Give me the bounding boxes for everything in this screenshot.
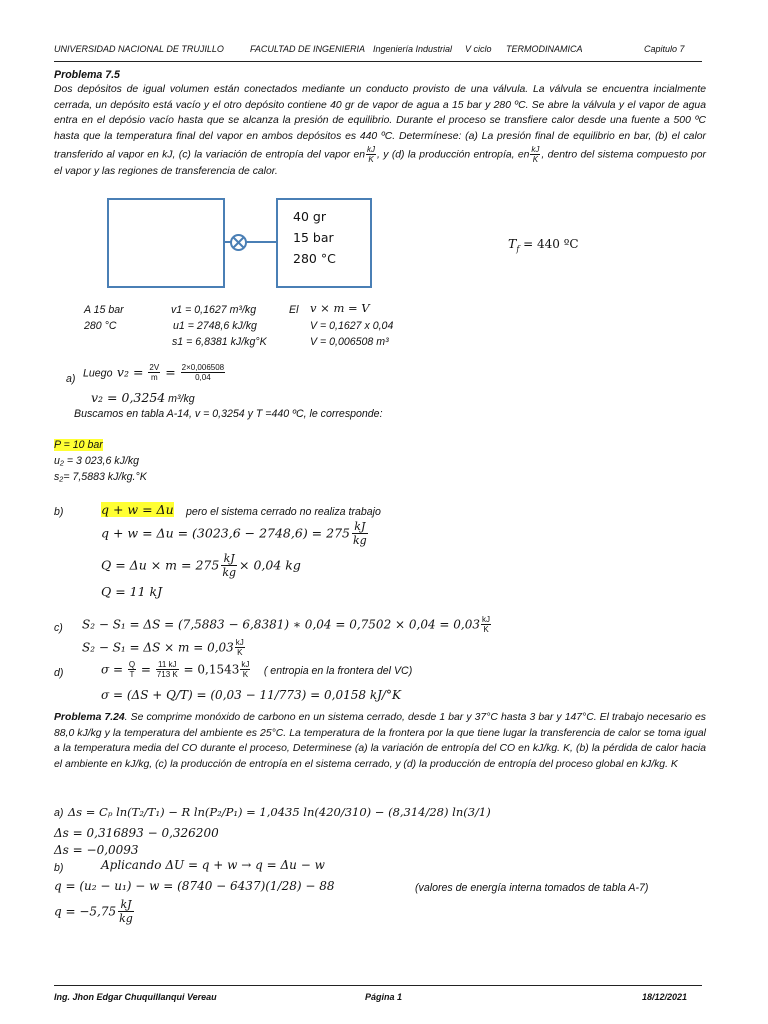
part-c-line1: S₂ − S₁ = ΔS = (7,5883 − 6,8381) ∗ 0,04 = 0,7502 × 0,04 = 0,03 $\frac{kJ}{K}$: [82, 615, 491, 634]
header-faculty: FACULTAD DE INGENIERIA: [250, 44, 366, 54]
header-rule: [54, 61, 702, 62]
problem-724-statement: Problema 7.24. Se comprime monóxido de carbono en un sistema cerrado, desde 1 bar y 37°C hasta 3 bar y 147°C. El trabajo necesario es 88,0 kJ/kg y la temperatura del ambiente es 25°C. La temperatura de la frontera por la que tiene lugar la transferencia de calor se toma igual a la temperatura media del CO durante el proceso, Determinese (a) la variación de entropía del CO en kJ/kg. K, (b) la pérdida de calor hacia el ambiente en kJ/kg, (c) la producción de entropía en el sistema cerrado, y (d) la producción de entropía del proceso global en kJ/kg. K: [54, 712, 706, 771]
tank-mass: 40 gr: [293, 209, 326, 224]
part-b-note: pero el sistema cerrado no realiza trabajo: [186, 506, 381, 518]
part-d-line2: σ = (ΔS + Q/T) = (0,03 − 11/773) = 0,0158 kJ/°K: [101, 688, 401, 702]
props-u1: u1 = 2748,6 kJ/kg: [173, 320, 257, 332]
part-d-label: d): [54, 667, 64, 679]
p724-a-line1: a) Δs = Cₚ ln(T₂/T₁) − R ln(P₂/P₁) = 1,0435 ln(420/310) − (8,314/28) ln(3/1): [54, 805, 491, 819]
part-b-first-law: q + w = Δu: [101, 502, 174, 517]
props-pressure: A 15 bar: [84, 304, 124, 316]
part-a-equation: Luego v₂ = $\frac{2V}{m}$ = $\frac{2\times 0,006508}{0,04}$: [83, 363, 225, 382]
unit-fraction: $\frac{kJ}{K}$: [367, 144, 376, 164]
props-volume-result: V = 0,006508 m³: [310, 336, 389, 348]
props-volume-calc: V = 0,1627 x 0,04: [310, 320, 394, 332]
steam-tank: [276, 198, 372, 288]
footer-rule: [54, 985, 702, 986]
final-pressure: P = 10 bar: [54, 439, 103, 451]
props-temperature: 280 °C: [84, 320, 117, 332]
valve-icon: [229, 233, 248, 252]
props-volume-eq: v × m = V: [310, 301, 370, 315]
problem-724-title: Problema 7.24: [54, 712, 125, 723]
part-c-label: c): [54, 622, 63, 634]
part-a-label: a): [66, 373, 76, 385]
final-temperature: $T_f = 440$ ºC: [508, 236, 579, 254]
p724-b-result: q = −5,75 $\frac{kJ}{kg}$: [54, 898, 133, 925]
header-university: UNIVERSIDAD NACIONAL DE TRUJILLO: [54, 44, 224, 54]
statement-text: Dos depósitos de igual volumen están conectados mediante un conducto provisto de una válvula. La válvula se encuentra incialmente cerrada, un depósito está vacío y el otro depósito contiene 40 gr de vapor de agua a 15 bar y 280 ºC. Se abre la válvula y el vapor de agua entra en el depósio vacío hasta que se alcanza la presión de equilibrio. Durante el proceso se transfiere calor desde una fuente a 500 ºC hasta que la temperatura final del vapor en ambos depósitos es 440 ºC. Determínese: (a) La presión final de equilibrio en bar, (b) el calor transferido al vapor en kJ, (c) la variación de entropía del vapor en: [54, 84, 706, 161]
problem-statement: Dos depósitos de igual volumen están conectados mediante un conducto provisto de una válvula. La válvula se encuentra incialmente cerrada, un depósito está vacío y el otro depósito contiene 40 gr de vapor de agua a 15 bar y 280 ºC. Se abre la válvula y el vapor de agua entra en el depósio vacío hasta que se alcanza la presión de equilibrio. Durante el proceso se transfiere calor desde una fuente a 500 ºC hasta que la temperatura final del vapor en ambos depósitos es 440 ºC. Determínese: (a) La presión final de equilibrio en bar, (b) el calor transferido al vapor en kJ, (c) la variación de entropía del vapor en $\frac{kJ}{K}$ , y (d) la producción entropía, en $\frac{kJ}{K}$ , dentro del sistema compuesto por el vapor y las regiones de transferencia de calor.: [54, 84, 706, 177]
props-v1: v1 = 0,1627 m³/kg: [171, 304, 257, 316]
p724-b-label: b): [54, 862, 64, 874]
header-course: TERMODINAMICA: [506, 44, 583, 54]
p724-b-note: (valores de energía interna tomados de tabla A-7): [415, 882, 649, 894]
footer-author: Ing. Jhon Edgar Chuquillanqui Vereau: [54, 992, 217, 1002]
footer-date: 18/12/2021: [642, 992, 688, 1002]
final-u2: u₂ = 3 023,6 kJ/kg: [54, 455, 140, 467]
header-career: Ingeniería Industrial: [373, 44, 453, 54]
part-b-line1: q + w = Δu = (3023,6 − 2748,6) = 275 $\frac{kJ}{kg}$: [101, 520, 367, 547]
part-a-lookup: Buscamos en tabla A-14, v = 0,3254 y T =440 ºC, le corresponde:: [74, 408, 383, 420]
part-b-line2: Q = Δu × m = 275 $\frac{kJ}{kg}$ × 0,04 kg: [101, 552, 301, 579]
part-b-label: b): [54, 506, 64, 518]
tank-pressure: 15 bar: [293, 230, 334, 245]
final-s2: s₂= 7,5883 kJ/kg.°K: [54, 471, 147, 483]
part-a-result: v₂ = 0,3254 m³/kg: [91, 390, 195, 405]
p724-a-line2: Δs = 0,316893 − 0,326200: [54, 826, 219, 840]
empty-tank: [107, 198, 225, 288]
p724-a-line3: Δs = −0,0093: [54, 843, 139, 857]
part-b-result: Q = 11 kJ: [101, 584, 163, 599]
problem-title: Problema 7.5: [54, 69, 120, 81]
part-c-line2: S₂ − S₁ = ΔS × m = 0,03 $\frac{kJ}{K}$: [82, 638, 244, 657]
p724-b-line2: q = (u₂ − u₁) − w = (8740 − 6437)(1/28) − 88: [54, 879, 335, 893]
props-s1: s1 = 6,8381 kJ/kg°K: [172, 336, 267, 348]
header-cycle: V ciclo: [465, 44, 492, 54]
part-d-line1: σ = $\frac{Q}{T}$ = $\frac{11 kJ}{713 K}$ = 0,1543 $\frac{kJ}{K}$ ( entropia en la frontera del VC): [101, 660, 413, 679]
footer-page: Página 1: [365, 992, 403, 1002]
p724-b-line1: Aplicando ΔU = q + w → q = Δu − w: [101, 858, 325, 872]
tank-temperature: 280 °C: [293, 251, 336, 266]
unit-fraction: $\frac{kJ}{K}$: [531, 144, 540, 164]
header-chapter: Capitulo 7: [644, 44, 685, 54]
props-el: El: [289, 304, 299, 316]
